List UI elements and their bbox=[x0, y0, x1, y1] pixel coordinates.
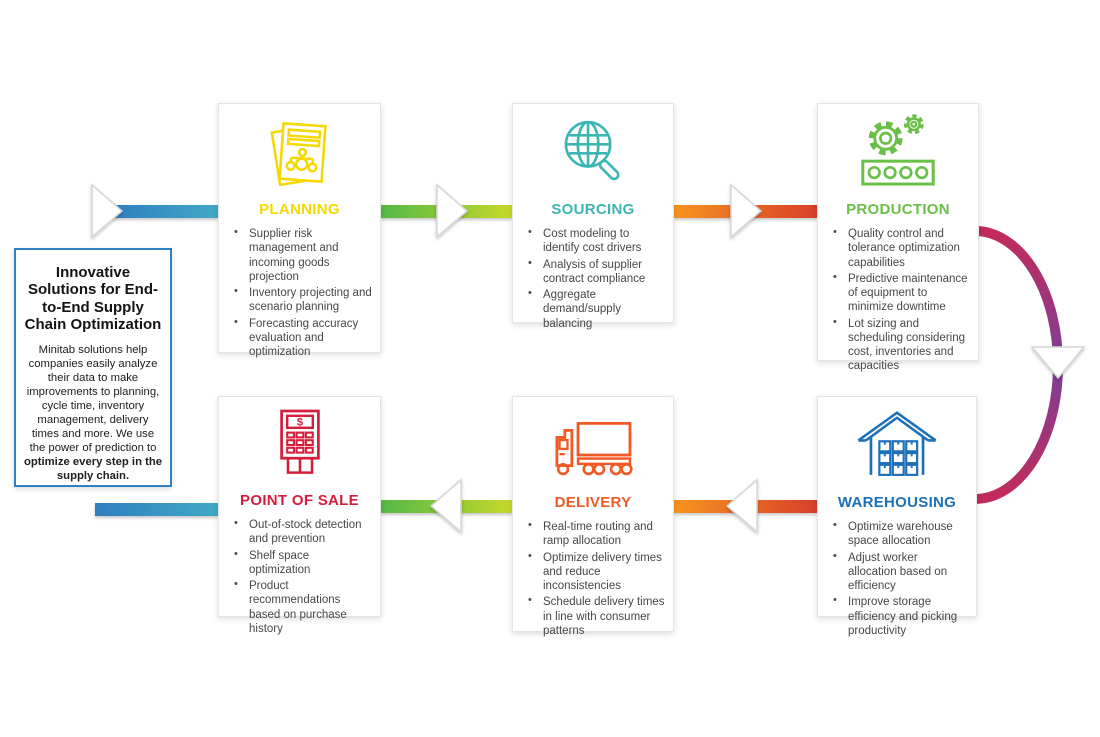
bullet-item: • Inventory projecting and scenario planning bbox=[232, 286, 372, 315]
bullet-item: • Product recommendations based on purchase history bbox=[232, 579, 372, 636]
card-bullets-production bbox=[818, 227, 978, 376]
bullet-item: • Real-time routing and ramp allocation bbox=[526, 520, 665, 549]
cash-register-icon bbox=[260, 407, 340, 487]
intro-box bbox=[14, 248, 172, 487]
bullet-item: • Improve storage efficiency and picking productivity bbox=[831, 595, 968, 638]
card-bullets-planning bbox=[219, 227, 380, 361]
card-title-delivery: DELIVERY bbox=[554, 494, 632, 511]
flow-bar-planning-to-sourcing bbox=[381, 205, 512, 218]
dollar-sign: $ bbox=[296, 416, 303, 429]
bullet-item: • Forecasting accuracy evaluation and optimization bbox=[232, 317, 372, 360]
bullet-item: • Analysis of supplier contract compliance bbox=[526, 258, 665, 287]
flow-bar-start-to-planning bbox=[112, 205, 218, 218]
intro-title: Innovative Solutions for End-to-End Supply Chain Optimization bbox=[24, 264, 162, 333]
intro-body-text: Minitab solutions help companies easily analyze their data to make improvements to planning, cycle time, inventory management, delivery times and more. We use the power of prediction to bbox=[26, 344, 160, 454]
flow-bar-pos-to-end bbox=[95, 503, 218, 516]
bullet-item: • Aggregate demand/supply balancing bbox=[526, 288, 665, 331]
card-bullets-delivery bbox=[513, 520, 673, 640]
truck-icon bbox=[549, 407, 637, 489]
bullet-item: • Cost modeling to identify cost drivers bbox=[526, 227, 665, 256]
bullet-item: • Adjust worker allocation based on efficiency bbox=[831, 551, 968, 594]
card-planning bbox=[218, 103, 381, 358]
flow-bar-delivery-to-pos bbox=[381, 500, 512, 513]
card-title-point-of-sale: POINT OF SALE bbox=[240, 492, 359, 509]
bullet-item: • Schedule delivery times in line with consumer patterns bbox=[526, 595, 665, 638]
intro-body-bold-text: optimize every step in the supply chain. bbox=[23, 456, 163, 482]
flow-bar-sourcing-to-production bbox=[674, 205, 817, 218]
intro-body bbox=[23, 343, 163, 483]
bullet-item: • Quality control and tolerance optimization capabilities bbox=[831, 227, 970, 270]
card-title-warehousing: WAREHOUSING bbox=[837, 494, 957, 511]
card-title-sourcing: SOURCING bbox=[551, 201, 635, 218]
card-delivery bbox=[512, 396, 674, 637]
flow-bar-warehousing-to-delivery bbox=[674, 500, 817, 513]
card-point-of-sale bbox=[218, 396, 381, 635]
card-warehousing bbox=[817, 396, 977, 637]
gears-machine-icon bbox=[854, 114, 942, 196]
card-bullets-warehousing bbox=[818, 520, 976, 640]
card-bullets-point-of-sale bbox=[219, 518, 380, 638]
bullet-item: • Predictive maintenance of equipment to minimize downtime bbox=[831, 272, 970, 315]
bullet-item: • Supplier risk management and incoming goods projection bbox=[232, 227, 372, 284]
card-sourcing bbox=[512, 103, 674, 330]
bullet-item: • Optimize warehouse space allocation bbox=[831, 520, 968, 549]
card-title-production: PRODUCTION bbox=[846, 201, 950, 218]
globe-magnifier-icon bbox=[552, 114, 634, 196]
bullet-item: • Lot sizing and scheduling considering cost, inventories and capacities bbox=[831, 317, 970, 374]
flow-arrow-down-icon bbox=[1032, 347, 1084, 378]
flow-curve-production-to-warehousing bbox=[975, 231, 1058, 499]
bullet-item: • Out-of-stock detection and prevention bbox=[232, 518, 372, 547]
warehouse-boxes-icon bbox=[855, 407, 939, 489]
documents-orgchart-icon bbox=[258, 114, 342, 196]
card-production bbox=[817, 103, 979, 373]
card-title-planning: PLANNING bbox=[259, 201, 340, 218]
bullet-item: • Shelf space optimization bbox=[232, 549, 372, 578]
card-bullets-sourcing bbox=[513, 227, 673, 333]
bullet-item: • Optimize delivery times and reduce inconsistencies bbox=[526, 551, 665, 594]
